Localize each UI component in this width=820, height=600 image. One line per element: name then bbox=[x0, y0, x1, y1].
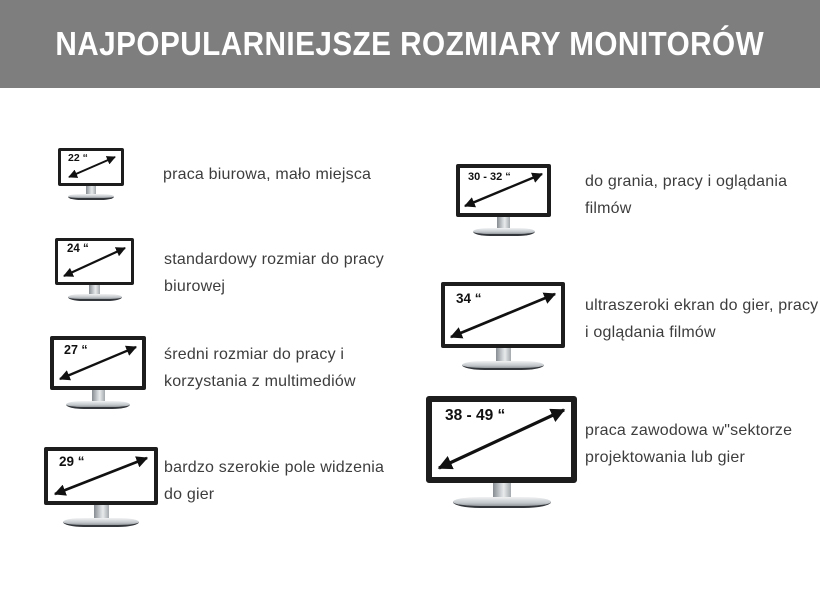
monitor-34 bbox=[441, 282, 565, 370]
monitor-size-label: 24 “ bbox=[67, 243, 89, 255]
monitor-24 bbox=[55, 238, 134, 301]
description-line: filmów bbox=[585, 200, 632, 217]
monitor-stand-neck bbox=[496, 348, 511, 361]
monitor-stand-neck bbox=[92, 390, 105, 401]
monitor-description bbox=[585, 417, 792, 471]
monitor-stand-base bbox=[66, 401, 130, 409]
monitor-stand-base bbox=[462, 361, 544, 370]
page-title: NAJPOPULARNIEJSZE ROZMIARY MONITORÓW bbox=[55, 25, 765, 62]
monitor-38-49 bbox=[426, 396, 577, 508]
description-line: biurowej bbox=[164, 278, 226, 295]
monitor-description bbox=[163, 161, 371, 188]
description-line: i oglądania filmów bbox=[585, 324, 716, 341]
monitor-description bbox=[164, 246, 384, 300]
monitor-screen bbox=[441, 282, 565, 348]
monitor-22 bbox=[58, 148, 124, 200]
monitor-30-32 bbox=[456, 164, 551, 236]
description-line: średni rozmiar do pracy i bbox=[164, 346, 345, 363]
monitor-description bbox=[164, 454, 384, 508]
monitor-screen bbox=[50, 336, 146, 390]
monitor-description bbox=[585, 168, 787, 222]
description-line: standardowy rozmiar do pracy bbox=[164, 251, 384, 268]
header-banner bbox=[0, 0, 820, 88]
monitor-stand-neck bbox=[94, 505, 109, 518]
description-line: ultraszeroki ekran do gier, pracy bbox=[585, 297, 819, 314]
monitor-size-label: 22 “ bbox=[68, 152, 88, 164]
description-line: korzystania z multimediów bbox=[164, 373, 356, 390]
monitor-size-label: 34 “ bbox=[456, 291, 482, 306]
monitor-29 bbox=[44, 447, 158, 527]
monitor-stand-neck bbox=[89, 285, 100, 294]
monitor-size-label: 38 - 49 “ bbox=[445, 407, 506, 424]
description-line: projektowania lub gier bbox=[585, 449, 746, 466]
monitor-description bbox=[164, 341, 356, 395]
monitor-size-label: 27 “ bbox=[64, 343, 88, 357]
description-line: do gier bbox=[164, 486, 215, 503]
monitor-description bbox=[585, 292, 818, 346]
monitor-screen bbox=[58, 148, 124, 186]
monitor-size-label: 29 “ bbox=[59, 454, 85, 469]
description-line: do grania, pracy i oglądania bbox=[585, 173, 788, 190]
monitor-size-label: 30 - 32 “ bbox=[468, 171, 511, 183]
monitor-stand-base bbox=[68, 194, 114, 200]
monitor-stand-neck bbox=[86, 186, 96, 194]
monitor-stand-neck bbox=[493, 483, 511, 497]
description-line: bardzo szerokie pole widzenia bbox=[164, 459, 385, 476]
monitor-screen bbox=[456, 164, 551, 217]
monitor-27 bbox=[50, 336, 146, 409]
monitor-screen bbox=[44, 447, 158, 505]
monitor-stand-base bbox=[453, 497, 551, 508]
monitor-stand-base bbox=[68, 294, 122, 301]
monitor-screen bbox=[426, 396, 577, 483]
monitor-screen bbox=[55, 238, 134, 285]
monitor-stand-base bbox=[473, 228, 535, 236]
description-line: praca biurowa, mało miejsca bbox=[163, 166, 372, 183]
monitor-stand-base bbox=[63, 518, 139, 527]
monitor-stand-neck bbox=[497, 217, 510, 228]
description-line: praca zawodowa w"sektorze bbox=[585, 422, 793, 439]
